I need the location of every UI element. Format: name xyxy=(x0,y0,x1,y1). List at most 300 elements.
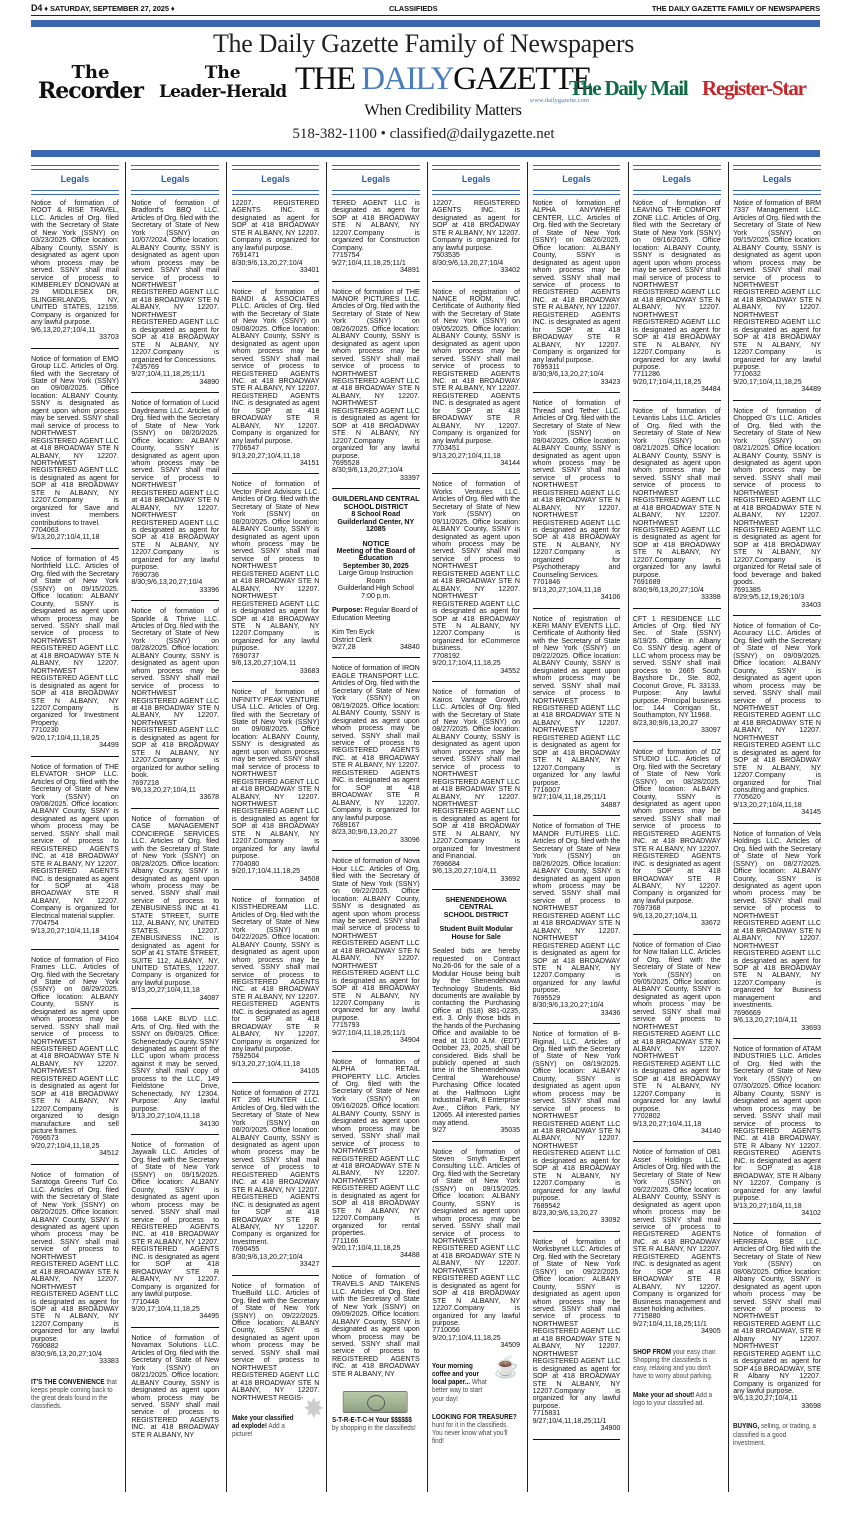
notice-body: Notice of formation of Ciao for Now Italian LLC. Articles of Org. filed with the Secretary of State of New York (SSNY) on 09/05/2025. Office location: ALBANY County, SSNY is designated as agent upon whom process may be served. SSNY shall mail service of process to NORTHWEST REGISTERED AGENT LLC at 418 BROADWAY STE N ALBANY, NY 12207. NORTHWEST REGISTERED AGENT LLC is designated as agent for SOP at 418 BROADWAY STE N ALBANY, NY 12207.Company is organized for any lawful purpose. xyxy=(632,940,721,1113)
logo-the-recorder: The Recorder xyxy=(38,62,143,104)
legal-notice xyxy=(733,408,821,616)
legal-notice xyxy=(332,665,420,851)
legal-notice xyxy=(131,1142,219,1328)
legals-label: Legals xyxy=(261,174,290,184)
reference-number: 33096 xyxy=(400,835,420,844)
legal-notice xyxy=(432,689,520,890)
district-heading: GUILDERLAND CENTRAL SCHOOL DISTRICT xyxy=(332,495,420,511)
publication-number: 7695311 xyxy=(532,362,560,371)
ad-text xyxy=(432,1363,488,1404)
header-rule xyxy=(633,190,721,195)
publication-number: 7691385 xyxy=(733,585,761,594)
classified-filler-ad xyxy=(733,1423,820,1453)
logo-daily-gazette: THE DAILYGAZETTE www.dailygazette.com When Credibility Matters xyxy=(294,61,592,119)
publication-number: 7435769 xyxy=(131,362,159,371)
ad-body: Add a picture! xyxy=(231,1423,285,1439)
notice-body: Notice of formation of Thread and Tether LLC. Articles of Org. filed with the Secretary of State of New York (SSNY) on 09/04/2025. Office location: ALBANY County, SSNY is designated as agent upon whom process may be served. SSNY shall mail service of process to NORTHWEST REGISTERED AGENT LLC at 418 BROADWAY STE N ALBANY, NY 12207. NORTHWEST REGISTERED AGENT LLC is designated as agent for SOP at 418 BROADWAY STE N ALBANY, NY 12207.Company is organized for Psychotherapy and Counseling Services. xyxy=(532,399,621,579)
run-dates: 8/30;9/6,13,20,27;10/4 xyxy=(131,578,203,587)
legal-notice xyxy=(633,200,721,401)
bid-notice xyxy=(432,897,520,1142)
run-dates: 9/27;10/4,11,18,25;11/1 xyxy=(532,793,607,802)
publication-number: 7715793 xyxy=(331,1021,360,1030)
legals-label: Legals xyxy=(762,174,792,184)
reference-number: 34840 xyxy=(400,643,420,652)
legal-notice xyxy=(533,1239,621,1440)
newspaper-logos xyxy=(31,61,820,119)
run-dates: 9/27;10/4,11,18,25;11/1 xyxy=(331,258,406,267)
notice-body: Notice of formation of Sparkle & Thrive LLC. Articles of Org. filed with the Secretary of State of New York (SSNY) on 08/28/2025. Office location: ALBANY County, SSNY is designated as agent upon whom process may be served. SSNY shall mail service of process to NORTHWEST REGISTERED AGENT LLC at 418 BROADWAY STE N ALBANY, NY 12207. NORTHWEST REGISTERED AGENT LLC is designated as agent for SOP at 418 BROADWAY STE N ALBANY, NY 12207.Company is organized for author selling book. xyxy=(131,607,220,780)
contact-line: 518-382-1100 • classified@dailygazette.net xyxy=(292,126,555,142)
header-rule xyxy=(533,165,621,170)
legal-notice xyxy=(733,1046,821,1224)
run-dates: 8/30;9/6,13,20,27;10/4 xyxy=(632,585,704,594)
notice-body: Notice of formation of Novamax Solutions LLC. Articles of Org. filed with the Secretary of State of New York (SSNY) on 08/21/2025. Office location: ALBANY County, SSNY is designated as agent upon whom process may be served. SSNY shall mail service of process to REGISTERED AGENTS INC. at 418 BROADWAY STE R ALBANY, NY xyxy=(131,1333,220,1439)
notice-body: Notice of formation of Nova Hour LLC. Articles of Org. filed with the Secretary of State of New York (SSNY) on 09/22/2025. Office location: ALBANY County, SSNY is designated as agent upon whom process may be served. SSNY shall mail service of process to NORTHWEST REGISTERED AGENT LLC at 418 BROADWAY STE N ALBANY, NY 12207. NORTHWEST REGISTERED AGENT LLC is designated as agent for SOP at 418 BROADWAY STE N ALBANY, NY 12207.Company is organized for any lawful purpose. xyxy=(331,857,420,1022)
run-dates: 8/30;9/6,13,20,27;10/4 xyxy=(231,1252,303,1261)
logo-leader-herald: The Leader-Herald xyxy=(159,63,287,102)
legal-notice xyxy=(232,481,320,682)
publication-number: 7696669 xyxy=(733,1008,761,1017)
notice-body: Notice of formation of Worksbynet LLC. Articles of Org. filed with the Secretary of State of New York (SSNY) on 09/22/2025. Office location: ALBANY County, SSNY is designated as agent upon whom process may be served. SSNY shall mail service of process to NORTHWEST REGISTERED AGENT LLC at 418 BROADWAY STE N ALBANY, NY 12207. NORTHWEST REGISTERED AGENT LLC is designated as agent for SOP at 418 BROADWAY STE N ALBANY, NY 12207.Company is organized for any lawful purpose. xyxy=(532,1237,621,1410)
run-dates: 8/30;9/6,13,20,27;10/4 xyxy=(331,466,403,475)
run-dates: 8/29;9/5,12,19,26;10/3 xyxy=(733,593,805,602)
run-dates: 9/20,17;10/4,11,18,25 xyxy=(733,377,802,386)
notice-body: Notice of formation of BANDI & ASSOCIATES PLLC. Articles of Org. filed with the Secretary of State of New York (SSNY) on 09/08/2025. Office location: ALBANY County, SSNY is designated as agent upon whom process may be served. SSNY shall mail service of process to REGISTERED AGENTS INC. at 418 BROADWAY STE R ALBANY, NY 12207. REGISTERED AGENTS INC. is designated as agent for SOP at 418 BROADWAY STE R ALBANY, NY 12207. Company is organized for any lawful purpose. xyxy=(231,287,320,445)
notice-body: TERED AGENT LLC is designated as agent for SOP at 418 BROADWAY STE N ALBANY, NY 12207.Company is organized for Construction Company. xyxy=(331,199,420,252)
notice-body: Notice of registration of NANCE ROOM, INC. Certificate of Authority filed with the Secretary of State of New York (SSNY) on 09/05/2025. Office location: ALBANY County, SSNY is designated as agent upon whom process may be served. SSNY shall mail service of process to REGISTERED AGENTS INC. at 418 BROADWAY STE R ALBANY, NY 12207. REGISTERED AGENTS INC. is designated as agent for SOP at 418 BROADWAY STE R ALBANY, NY 12207. Company is organized for any lawful purpose. xyxy=(432,287,521,445)
run-dates: 9/13,20,27;10/4,11,18 xyxy=(733,800,802,809)
notice-body: Notice of formation of CASE MANAGEMENT CONCIERGE SERVICES LLC. Articles of Org. filed with the Secretary of State of New York (SSNY) on 08/28/2025. Office location: Albany County, SSNY is designated as agent upon whom process may be served. SSNY shall mail service of process to ZENBUSINESS INC at 41 STATE STREET, SUITE 112, ALBANY, NY, UNITED STATES, 12207. ZENBUSINESS INC. is designated as agent for SOP at 41 STATE STREET, SUITE 112, ALBANY, NY, UNITED STATES, 12207. Company is organized for any lawful purpose. xyxy=(131,814,220,987)
run-dates: 9/27;10/4,11,18,25;11/1 xyxy=(532,1416,607,1425)
publication-number: 7690736 xyxy=(131,570,159,579)
legal-notice xyxy=(432,1149,520,1356)
reference-number: 33423 xyxy=(600,377,621,386)
run-dates: 8/30;9/6,13,20,27;10/4 xyxy=(432,258,504,267)
run-dates: 9/13,20,27;10/4,11,18 xyxy=(31,926,100,935)
legal-notice xyxy=(131,1016,219,1135)
column-header xyxy=(332,165,420,195)
notice-body: Notice of formation of TrueBuild LLC. Articles of Org. filed with the Secretary of State of New York (SSNY) on 09/22/2025. Office location: ALBANY County, SSNY is designated as agent upon whom process may be served. SSNY shall mail service of process to NORTHWEST REGISTERED AGENT LLC at 418 BROADWAY STE N ALBANY, NY 12207. NORTHWEST REGIS- xyxy=(231,1281,320,1402)
legal-notice xyxy=(733,623,821,824)
publication-number: 7715831 xyxy=(532,1409,561,1418)
reference-number: 33703 xyxy=(99,333,119,342)
notice-body: Notice of formation of ROOT & RISE TRAVEL, LLC. Articles of Org. filed with the Secretary of State of New York (SSNY) on 03/23/2025. Office location: Albany County, SSNY is designated as agent upon whom process may be served. SSNY shall mail service of process to KIMBERLEY DONOVAN at 29 MIDDLESEX DR, SLINGERLANDS, NY, UNITED STATES, 12159. Company is organized for any lawful purpose. xyxy=(31,199,119,327)
legal-notice xyxy=(131,608,219,809)
publication-number: 7503535 xyxy=(432,251,460,260)
publication-number: 7710632 xyxy=(733,370,761,379)
run-dates: 8/30;9/6,13,20,27;10/4 xyxy=(532,1001,604,1010)
starburst-icon: ✸ xyxy=(302,1392,324,1424)
publication-number: 7715754 xyxy=(331,251,360,260)
ad-lead: BUYING, xyxy=(733,1423,760,1431)
notice-body: Notice of formation of Steven Smyth Expert Consulting LLC. Articles of Org. filed with the Secretary of State of New York (SSNY) on 09/15/2025. Office location: ALBANY County, SSNY is designated as agent upon whom process may be served. SSNY shall mail service of process to NORTHWEST REGISTERED AGENT LLC at 418 BROADWAY STE N ALBANY, NY 12207. NORTHWEST REGISTERED AGENT LLC is designated as agent for SOP at 418 BROADWAY STE N ALBANY, NY 12207.Company is organized for any lawful purpose. xyxy=(432,1147,521,1327)
legals-column xyxy=(131,165,219,1463)
run-dates: 9/20,27;10/4,11,18,25 xyxy=(31,1141,100,1150)
run-dates: 9/13,20,27;10/4,11,18 xyxy=(733,1201,802,1210)
reference-number: 34145 xyxy=(801,808,821,817)
legal-notice xyxy=(232,689,320,890)
logo-daily-mail: The Daily Mail xyxy=(569,76,688,100)
notice-heading: Meeting of the Board of Education xyxy=(336,547,416,563)
legal-notice xyxy=(31,764,119,950)
district-heading: SHENENDEHOWA xyxy=(445,895,507,904)
notice-body: Notice of formation of HERRERA BSE LLC. Articles of Org. filed with the Secretary of State of New York (SSNY) on 08/08/2025. Office location: Albany County, SSNY is designated as agent upon whom process may be served. SSNY shall mail service of process to NORTHWEST REGISTERED AGENT LLC at 418 BROADWAY, STE R Albany NY 12207. NORTHWEST REGISTERED AGENT LLC is designated as agent for SOP 418 BROADWAY, STE R Albany NY 12207. Company is organized for any lawful purpose. xyxy=(733,1230,821,1395)
run-dates: 9/13,20,27;10/4,11,18 xyxy=(231,1059,301,1068)
publication-number: 7695529 xyxy=(532,993,561,1002)
header-rule xyxy=(332,190,420,195)
notice-body: Notice of registration of KERI MANY EVENTS LLC. Certificate of Authority filed with the Secretary of State of New York (SSNY) on 09/22/2025. Office location: ALBANY County, SSNY is designated as agent upon whom process may be served. SSNY shall mail service of process to NORTHWEST REGISTERED AGENT LLC at 418 BROADWAY STE N ALBANY, NY 12207. NORTHWEST REGISTERED AGENT LLC is designated as agent for SOP at 418 BROADWAY STE N ALBANY, NY 12207.Company is organized for any lawful purpose. xyxy=(532,614,621,787)
run-dates: 9/20,17;10/4,11,18,25 xyxy=(432,1333,501,1342)
ad-lead: SHOP FROM xyxy=(632,1348,671,1356)
legal-notice xyxy=(332,858,420,1051)
reference-number: 33698 xyxy=(801,1401,821,1410)
logo-register-star: Register-Star xyxy=(702,76,806,100)
classified-filler-ad xyxy=(633,1392,720,1422)
dates-row xyxy=(332,644,420,651)
header-rule xyxy=(131,165,219,170)
run-dates: 9/20,17;10/4,11,18,25 xyxy=(331,1244,401,1252)
notice-body: Notice of formation of 2721 RT 296 HUNTER LLC. Articles of Org. filed with the Secretary of State of New York (SSNY) on 08/20/2025. Office location: ALBANY County, SSNY is designated as agent upon whom process may be served. SSNY shall mail service of process to REGISTERED AGENTS INC. at 418 BROADWAY STE R ALBANY, NY 12207. REGISTERED AGENTS INC. is designated as agent for SOP at 418 BROADWAY STE R ALBANY, NY 12207. Company is organized for Investment. xyxy=(231,1088,320,1246)
notice-body: Notice of formation of Saratoga Greens Turf Co. LLC. Articles of Org. filed with the Secretary of State of New York (SSNY) on 08/20/2025. Office location: ALBANY County, SSNY is designated as agent upon whom process may be served. SSNY shall mail service of process to NORTHWEST REGISTERED AGENT LLC at 418 BROADWAY STE N ALBANY, NY 12207. NORTHWEST REGISTERED AGENT LLC is designated as agent for SOP at 418 BROADWAY STE N ALBANY, NY 12207.Company is organized for any lawful purpose. xyxy=(31,1170,119,1343)
reference-number: 34087 xyxy=(199,993,220,1002)
publication-number: 7697218 xyxy=(131,778,159,787)
legal-notice xyxy=(31,556,119,757)
notice-body: Notice of formation of TRAVELS AND TAIKENS LLC. Articles of Org. filed with the Secretary of State of New York (SSNY) on 09/09/2025. Office location: ALBANY County, SSNY is designated as agent upon whom process may be served. SSNY shall mail service of process to REGISTERED AGENTS INC. at 418 BROADWAY STE R ALBANY, NY xyxy=(331,1272,420,1378)
run-dates: 9/13,20,27;10/4,11,18 xyxy=(131,1112,200,1121)
money-bill-icon xyxy=(343,1391,408,1413)
notice-body: Notice of formation of BRM 7337 Management LLC. Articles of Org. filed with the Secretary of State of New York (SSNY) on 09/15/2025. Office location: ALBANY County, SSNY is designated as agent upon whom process may be served. SSNY shall mail service of process to NORTHWEST REGISTERED AGENT LLC at 418 BROADWAY STE N ALBANY, NY 12207. NORTHWEST REGISTERED AGENT LLC is designated as agent for SOP at 418 BROADWAY STE N ALBANY, NY 12207.Company is organized for any lawful purpose. xyxy=(733,199,821,371)
legals-label: Legals xyxy=(461,174,491,184)
legal-notice xyxy=(131,816,219,1009)
run-dates: 9/6,13,20,27;10/4,11 xyxy=(31,325,96,334)
reference-number: 34552 xyxy=(500,666,521,675)
notice-body: Notice of formation of THE MANOR FUTURES LLC. Articles of Org. filed with the Secretary of State of New York (SSNY) on 08/26/2025. Office location: ALBANY County, SSNY is designated as agent upon whom process may be served. SSNY shall mail service of process to NORTHWEST REGISTERED AGENT LLC at 418 BROADWAY STE N ALBANY, NY 12207. NORTHWEST REGISTERED AGENT LLC is designated as agent for SOP at 418 BROADWAY STE N ALBANY, NY 12207.Company is organized for any lawful purpose. xyxy=(532,822,621,995)
district-heading: CENTRAL xyxy=(459,903,494,912)
gazette-url[interactable]: www.dailygazette.com xyxy=(529,97,589,104)
legal-notice xyxy=(633,1149,721,1341)
notice-body: Notice of formation of B-Riginal, LLC. Articles of Org. filed with the Secretary of State of New York (SSNY) on 08/19/2025. Office location: ALBANY County, SSNY is designated as agent upon whom process may be served. SSNY shall mail service of process to NORTHWEST REGISTERED AGENT LLC at 418 BROADWAY STE N ALBANY, NY 12207. NORTHWEST REGISTERED AGENT LLC is designated as agent for SOP at 418 BROADWAY STE N ALBANY, NY 12207.Company is organized for any lawful purpose. xyxy=(532,1030,621,1203)
legals-label: Legals xyxy=(60,174,90,184)
ad-body: that keeps people coming back to the great deals found in the classifieds. xyxy=(31,1378,117,1411)
legals-label: Legals xyxy=(160,174,190,184)
reference-number: 33692 xyxy=(500,874,521,883)
publication-number: 7696573 xyxy=(31,1134,59,1143)
publication-number: 7690455 xyxy=(231,1245,260,1254)
publication-number: 7704063 xyxy=(31,526,59,535)
notice-body: Notice of formation of Works Ventures LLC. Articles of Org. filed with the Secretary of State of New York (SSNY) on 09/11/2025. Office location: ALBANY County, SSNY is designated as agent upon whom process may be served. SSNY shall mail service of process to NORTHWEST REGISTERED AGENT LLC at 418 BROADWAY STE N ALBANY, NY 12207. NORTHWEST REGISTERED AGENT LLC is designated as agent for SOP at 418 BROADWAY STE N ALBANY, NY 12207.Company is organized for eCommerce business. xyxy=(432,480,521,653)
coffee-cup-icon: ☕ xyxy=(494,1353,520,1379)
notice-body: Notice of formation of LEAVING THE COMFORT ZONE LLC. Articles of Org. filed with the Secretary of State of New York (SSNY) on 09/16/2025. Office location: ALBANY County, SSNY is designated as agent upon whom process may be served. SSNY shall mail service of process to NORTHWEST REGISTERED AGENT LLC at 418 BROADWAY STE N ALBANY, NY 12207. NORTHWEST REGISTERED AGENT LLC is designated as agent for SOP at 418 BROADWAY STE N ALBANY, NY 12207.Company is organized for any lawful purpose. xyxy=(632,199,721,371)
reference-number: 34105 xyxy=(299,1067,320,1076)
reference-number: 34140 xyxy=(700,1127,721,1136)
legal-notice xyxy=(131,400,219,601)
column-divider xyxy=(728,162,729,1492)
reference-number: 34104 xyxy=(99,934,119,943)
notice-body: Notice of formation of DZ STUDIO LLC. Articles of Org. filed with the Secretary of State of New York (SSNY) on 08/28/2025. Office location: ALBANY County, SSNY is designated as agent upon whom process may be served. SSNY shall mail service of process to REGISTERED AGENTS INC. at 418 BROADWAY STE R ALBANY, NY 12207. REGISTERED AGENTS INC. is designated as agent for SOP at 418 BROADWAY STE R ALBANY, NY 12207. Company is organized for any lawful purpose. xyxy=(632,747,721,905)
legal-notice xyxy=(633,408,721,609)
bid-heading xyxy=(432,897,520,948)
notice-heading: September 30, 2025 xyxy=(342,561,409,570)
page-header: D4 ♦ SATURDAY, SEPTEMBER 27, 2025 ♦ CLASSIFIEDS THE DAILY GAZETTE FAMILY OF NEWSPAPERS xyxy=(31,2,820,16)
district-heading: Guilderland Center, NY 12085 xyxy=(337,517,415,534)
run-dates: 9/13,20,27;10/4,11,18 xyxy=(532,585,602,594)
run-dates: 9/6,13,20,27;10/4,11 xyxy=(733,1394,798,1403)
reference-number: 34900 xyxy=(600,1424,621,1433)
run-dates: 9/6,13,20,27;10/4,11 xyxy=(131,785,196,794)
reference-number: 34151 xyxy=(299,458,320,467)
legals-column xyxy=(231,165,324,1463)
publication-number: 7696684 xyxy=(432,859,460,868)
classified-filler-ad xyxy=(432,1414,519,1447)
notice-body: Notice of formation of ATAM INDUSTRIES LLC. Articles of Org. filed with the Secretary of State of New York (SSNY) on 07/30/2025. Office location: Albany County, SSNY is designated as agent upon whom process may be served. SSNY shall mail service of process to REGISTERED AGENTS INC. at 418 BROADWAY, STE R Albany NY 12207. REGISTERED AGENTS INC. is designated as agent for SOP at 418 BROADWAY, STE R Albany NY 12207. Company is organized for any lawful purpose. xyxy=(733,1045,821,1203)
reference-number: 33402 xyxy=(500,266,521,275)
legal-notice xyxy=(131,1335,219,1445)
notice-body: Notice of formation of KISSTHEDREAM LLC. Articles of Org. filed with the Secretary of State of New York (SSNY) on 04/22/2025. Office location: ALBANY County, SSNY is designated as agent upon whom process may be served. SSNY shall mail service of process to REGISTERED AGENTS INC. at 418 BROADWAY STE R ALBANY, NY 12207. REGISTERED AGENTS INC. is designated as agent for SOP at 418 BROADWAY STE R ALBANY, NY 12207. Company is organized for any lawful purpose. xyxy=(231,895,320,1054)
ad-lead: Your morning coffee and your local paper... xyxy=(432,1362,480,1387)
notice-body: Notice of formation of ALPHA ANYWHERE CENTER, LLC. Articles of Org. filed with the Secretary of State of New York (SSNY) on 08/26/2025. Office location: ALBANY County, SSNY is designated as agent upon whom process may be served. SSNY shall mail service of process to REGISTERED AGENTS INC. at 418 BROADWAY STE R ALBANY, NY 12207. REGISTERED AGENTS INC. is designated as agent for SOP at 418 BROADWAY STE R ALBANY, NY 12207. Company is organized for any lawful purpose. xyxy=(532,199,621,364)
meeting-notice xyxy=(332,496,420,658)
notice-body: Notice of formation of Vector Point Advisors LLC. Articles of Org. filed with the Secretary of State of New York (SSNY) on 08/20/2025. Office location: ALBANY County, SSNY is designated as agent upon whom process may be served. SSNY shall mail service of process to NORTHWEST REGISTERED AGENT LLC at 418 BROADWAY STE N ALBANY, NY 12207. NORTHWEST REGISTERED AGENT LLC is designated as agent for SOP at 418 BROADWAY STE N ALBANY, NY 12207.Company is organized for any lawful purpose. xyxy=(231,480,320,653)
publication-number: 7697368 xyxy=(632,904,661,913)
publication-number: 7710448 xyxy=(131,1297,159,1306)
legals-column xyxy=(31,165,119,1463)
legal-notice xyxy=(432,289,520,475)
publication-number: 7691471 xyxy=(231,251,260,260)
header-rule xyxy=(232,165,320,170)
district-heading: 8 School Road xyxy=(351,510,401,519)
column-header xyxy=(733,165,821,195)
reference-number: 34508 xyxy=(299,874,320,883)
reference-number: 34130 xyxy=(199,1119,220,1128)
legal-notice xyxy=(31,200,119,349)
ad-text xyxy=(432,1414,519,1447)
notice-body: Notice of formation of Bradford's BBQ LLC. Articles of Org. filed with the Secretary of State of New York (SSNY) on 10/07/2024. Office location: ALBANY County, SSNY is designated as agent upon whom process may be served. SSNY shall mail service of process to NORTHWEST REGISTERED AGENT LLC at 418 BROADWAY STE N ALBANY, NY 12207. NORTHWEST REGISTERED AGENT LLC is designated as agent for SOP at 418 BROADWAY STE N ALBANY, NY 12207.Company is organized for Concessions. xyxy=(131,199,220,364)
legal-notice xyxy=(633,942,721,1143)
publication-number: 7710056 xyxy=(432,1326,460,1335)
legal-notice xyxy=(432,481,520,682)
meeting-place: Guilderland High School xyxy=(337,584,414,593)
ad-lead: S-T-R-E-T-C-H Your $$$$$$ xyxy=(331,1417,412,1425)
publication-number: 7703451 xyxy=(432,444,460,453)
run-dates: 9/27 xyxy=(432,1126,447,1135)
publication-number: 7716007 xyxy=(532,785,561,794)
ad-body: Add a logo to your classified ad. xyxy=(632,1391,713,1407)
legal-notice xyxy=(232,1090,320,1276)
legal-notice xyxy=(332,1274,420,1384)
notice-body: Notice of formation of Co-Accuracy LLC. Articles of Org. filed with the Secretary of State of New York (SSNY) on 09/09/2025. Office location: ALBANY County, SSNY is designated as agent upon whom process may be served. SSNY shall mail service of process to NORTHWEST REGISTERED AGENT LLC at 418 BROADWAY STE N ALBANY, NY 12207. NORTHWEST REGISTERED AGENT LLC is designated as agent for SOP at 418 BROADWAY STE N ALBANY, NY 12207.Company is organized for Trial consulting and graphics. xyxy=(733,622,821,794)
publication-number: 7592504 xyxy=(231,1052,260,1061)
publication-number: 7704080 xyxy=(231,859,260,868)
notice-body: Notice of formation of Chopped G's LLC. Articles of Org. filed with the Secretary of State of New York (SSNY) on 08/21/2025. Office location: ALBANY County, SSNY is designated as agent upon whom process may be served. SSNY shall mail service of process to NORTHWEST REGISTERED AGENT LLC at 418 BROADWAY STE N ALBANY, NY 12207. NORTHWEST REGISTERED AGENT LLC is designated as agent for SOP at 418 BROADWAY STE N ALBANY, NY 12207.Company is organized for Retail sale of food beverage and baked goods. xyxy=(733,406,821,587)
reference-number: 34144 xyxy=(500,458,521,467)
reference-number: 33396 xyxy=(199,585,220,594)
column-divider xyxy=(326,162,327,1492)
run-dates: 9/13,20,27;10/4,11,18 xyxy=(632,1119,702,1128)
classified-filler-ad xyxy=(432,1353,520,1404)
legal-notice xyxy=(733,200,821,401)
reference-number: 34106 xyxy=(600,593,621,602)
legal-notice xyxy=(31,957,119,1165)
family-name: THE DAILY GAZETTE FAMILY OF NEWSPAPERS xyxy=(651,4,820,13)
legals-label: Legals xyxy=(361,174,391,184)
run-dates: 9/6,13,20,27;10/4,11 xyxy=(632,911,698,920)
reference-number: 33092 xyxy=(600,1216,621,1225)
legal-notice xyxy=(332,200,420,282)
legal-notice xyxy=(533,823,621,1024)
notice-body: Notice of formation of Kairos Vantage Growth, LLC. Articles of Org. filed with the Secretary of State of New York (SSNY) on 08/27/2025. Office location: ALBANY County, SSNY is designated as agent upon whom process may be served. SSNY shall mail service of process to NORTHWEST REGISTERED AGENT LLC at 418 BROADWAY STE N ALBANY, NY 12207. NORTHWEST REGISTERED AGENT LLC is designated as agent for SOP at 418 BROADWAY STE N ALBANY, NY 12207.Company is organized for Investment and Financial. xyxy=(432,688,521,861)
ad-lead: LOOKING FOR TREASURE? xyxy=(432,1413,517,1421)
legal-notice xyxy=(533,200,621,393)
classified-filler-ad xyxy=(633,1349,720,1382)
classified-filler-ad xyxy=(332,1391,419,1433)
header-rule xyxy=(31,190,119,195)
reference-number: 34890 xyxy=(199,377,220,386)
header-rule xyxy=(332,165,420,170)
run-dates: 8/30;9/6,13,20,27;10/4 xyxy=(532,370,604,379)
notice-body: 12207. REGISTERED AGENTS INC. is designated as agent for SOP at 418 BROADWAY STE R ALBANY, NY 12207. Company is organized for any lawful purpose. xyxy=(432,199,521,252)
run-dates: 8/23,30;9/6,13,20,27 xyxy=(331,828,398,837)
publication-number: 7701846 xyxy=(532,578,561,587)
ad-lead: IT'S THE CONVENIENCE xyxy=(31,1378,105,1386)
reference-number: 35035 xyxy=(500,1126,521,1135)
reference-number: 34509 xyxy=(500,1341,521,1350)
ad-text xyxy=(232,1415,295,1440)
run-dates: 8/30;9/6,13,20,27;10/4 xyxy=(231,258,303,267)
legal-notice xyxy=(432,200,520,282)
legal-notice xyxy=(232,897,320,1083)
run-dates: 9/20,17;10/4,11,18,25 xyxy=(432,659,501,668)
ad-lead: Make your classified ad explode! xyxy=(231,1414,294,1431)
ad-body: your easy chair. Shopping the classifieds is easy, relaxing and you don't have to worry about parking. xyxy=(632,1348,717,1381)
run-dates: 9/13,20,27;10/4,11,18 xyxy=(432,451,501,460)
publication-number: 7705620 xyxy=(733,793,761,802)
column-divider xyxy=(125,162,126,1492)
header-rule xyxy=(432,165,520,170)
publication-number: 7690737 xyxy=(231,651,260,660)
gazette-tagline: When Credibility Matters xyxy=(364,102,522,119)
reference-number: 34484 xyxy=(700,385,721,394)
purpose-line xyxy=(332,607,420,622)
section-name: CLASSIFIEDS xyxy=(388,4,438,13)
meeting-place: Large Group Instruction Room xyxy=(338,569,413,585)
ad-text xyxy=(633,1392,720,1408)
signer: District Clerk xyxy=(331,635,372,644)
header-rule xyxy=(533,190,621,195)
notice-heading: NOTICE xyxy=(362,539,390,548)
run-dates: 9/27;10/4,11,18,25;11/1 xyxy=(131,370,206,379)
reference-number: 33672 xyxy=(700,919,721,928)
header-rule xyxy=(633,165,721,170)
header-rule xyxy=(733,165,821,170)
purpose-text: Regular Board of Education Meeting xyxy=(331,606,418,622)
blue-bar-top xyxy=(31,20,820,27)
ad-text xyxy=(31,1379,118,1412)
run-dates: 9/6,13,20,27;10/4,11 xyxy=(432,867,497,876)
column-header xyxy=(432,165,520,195)
reference-number: 34512 xyxy=(99,1149,119,1158)
notice-body: Notice of formation of OB1 Asset Holdings LLC. Articles of Org. filed with the Secretary of State of New York (SSNY) on 09/22/2025. Office location: ALBANY County, SSNY is designated as agent upon whom process may be served. SSNY shall mail service of process to REGISTERED AGENTS INC. at 418 BROADWAY STE R ALBANY, NY 12207. REGISTERED AGENTS INC. is designated as agent for SOP at 418 BROADWAY STE R ALBANY, NY 12207. Company is organized for Business management and asset holding activities. xyxy=(632,1148,721,1313)
notice-body: Notice of formation of Levantis Labs LLC. Articles of Org. filed with the Secretary of State of New York (SSNY) on 08/21/2025. Office location: ALBANY County, SSNY is designated as agent upon whom process may be served. SSNY shall mail service of process to NORTHWEST REGISTERED AGENT LLC at 418 BROADWAY STE N ALBANY, NY 12207. NORTHWEST REGISTERED AGENT LLC is designated as agent for SOP at 418 BROADWAY STE N ALBANY, NY 12207.Company is organized for any lawful purpose. xyxy=(632,406,721,579)
legals-column xyxy=(733,165,821,1463)
reference-number: 33397 xyxy=(400,473,420,482)
reference-number: 33427 xyxy=(299,1260,320,1269)
publication-number: 7706547 xyxy=(231,444,260,453)
reference-number: 33097 xyxy=(700,726,721,735)
header-rule xyxy=(31,165,119,170)
bid-subhead: Student Built Modular House for Sale xyxy=(439,925,513,941)
ad-body: What better way to start your day! xyxy=(432,1379,487,1403)
run-dates: 9/13,20,27;10/4,11,18 xyxy=(31,533,100,542)
blue-bar-bottom xyxy=(31,150,820,157)
notice-body: Notice of formation of THE MANOR PICTURES LLC. Articles of Org. filed with the Secretary of State of New York (SSNY) on 08/26/2025. Office location: ALBANY County, SSNY is designated as agent upon whom process may be served. SSNY shall mail service of process to NORTHWEST REGISTERED AGENT LLC at 418 BROADWAY STE N ALBANY, NY 12207. NORTHWEST REGISTERED AGENT LLC is designated as agent for SOP at 418 BROADWAY STE N ALBANY, NY 12207.Company is organized for any lawful purpose. xyxy=(331,287,420,460)
run-dates: 9/20,17;10/4,11,18,25 xyxy=(31,733,100,742)
run-dates: 8/30;9/6,13,20,27;10/4 xyxy=(31,1349,102,1358)
reference-number: 33683 xyxy=(299,666,320,675)
legal-notice xyxy=(533,400,621,608)
run-dates: 9/27,28 xyxy=(331,643,356,652)
run-dates: 9/27;10/4,11,18,25;11/1 xyxy=(632,1319,707,1328)
notice-body: Notice of formation of IRON EAGLE TRANSPORT LLC. Articles of Org. filed with the Secretary of State of New York (SSNY) on 08/19/2025. Office location: ALBANY County, SSNY is designated as agent upon whom process may be served. SSNY shall mail service of process to REGISTERED AGENTS INC. at 418 BROADWAY STE R ALBANY, NY 12207. REGISTERED AGENTS INC. is designated as agent for SOP at 418 BROADWAY STE R ALBANY, NY 12207. Company is organized for any lawful purpose. xyxy=(331,664,420,822)
legal-notice xyxy=(633,616,721,742)
run-dates: 8/23,30;9/6,13,20,27 xyxy=(632,718,698,727)
reference-number: 34904 xyxy=(400,1036,420,1045)
masthead-title: The Daily Gazette Family of Newspapers xyxy=(212,29,635,58)
ad-text xyxy=(332,1417,419,1433)
legal-notice xyxy=(31,356,119,549)
publication-number: 7711286 xyxy=(632,370,660,379)
legals-column xyxy=(633,165,721,1463)
ad-body: by shopping in the classifieds! xyxy=(331,1425,416,1433)
classified-filler-ad xyxy=(31,1379,118,1412)
publication-number: 7710230 xyxy=(31,726,59,735)
run-dates: 9/13,20,27;10/4,11,18 xyxy=(231,451,301,460)
notice-body: Notice of formation of 45 Northfield LLC. Articles of Org. filed with the Secretary of State of New York (SSNY) on 09/15/2025. Office location: ALBANY County, SSNY is designated as agent upon whom process may be served. SSNY shall mail service of process to NORTHWEST REGISTERED AGENT LLC at 418 BROADWAY STE N ALBANY, NY 12207. NORTHWEST REGISTERED AGENT LLC is designated as agent for SOP at 418 BROADWAY STE N ALBANY, NY 12207.Company is organized for Investment Property. xyxy=(31,554,119,727)
notice-body: 1668 LAKE BLVD LLC. Arts. of Org. filed with the SSNY on 09/09/25. Office: Schenectady County. SSNY designated as agent of the LLC upon whom process against it may be served. SSNY shall mail copy of process to the LLC, 149 Fieldstone Drive, Schenectady, NY 12304. Purpose: Any lawful purpose. xyxy=(131,1015,220,1113)
column-header xyxy=(131,165,219,195)
ad-text xyxy=(733,1423,820,1448)
ad-body: hunt for it in the classifieds. You never know what you'll find! xyxy=(432,1422,509,1446)
notice-body: Notice of formation of INFINITY PEAK VENTURE USA LLC. Articles of Org. filed with the Secretary of State of New York (SSNY) on 09/08/2025. Office location: ALBANY County, SSNY is designated as agent upon whom process may be served. SSNY shall mail service of process to NORTHWEST REGISTERED AGENT LLC at 418 BROADWAY STE N ALBANY, NY 12207. NORTHWEST REGISTERED AGENT LLC is designated as agent for SOP at 418 BROADWAY STE N ALBANY, NY 12207.Company is organized for any lawful purpose. xyxy=(231,688,320,861)
ad-text xyxy=(633,1349,720,1382)
column-header xyxy=(533,165,621,195)
issue-date: SATURDAY, SEPTEMBER 27, 2025 xyxy=(50,4,169,13)
reference-number: 34499 xyxy=(99,741,119,750)
legal-notice xyxy=(633,749,721,935)
legal-notice xyxy=(232,289,320,475)
legal-notice xyxy=(733,831,821,1039)
dates-row xyxy=(432,1127,520,1134)
legal-notice xyxy=(332,289,420,490)
legal-notice xyxy=(31,1172,119,1372)
reference-number: 33678 xyxy=(199,793,220,802)
run-dates: 9/20,17;10/4,11,18,25 xyxy=(131,1304,200,1313)
reference-number: 33436 xyxy=(600,1008,621,1017)
purpose-label: Purpose: xyxy=(331,606,363,615)
signer: Kim Ten Eyck xyxy=(331,628,375,637)
publication-number: 7704754 xyxy=(31,919,59,928)
run-dates: 9/13,20,27;10/4,11,18 xyxy=(131,986,200,995)
legal-notice xyxy=(733,1231,821,1416)
run-dates: 9/20,17;10/4,11,18,25 xyxy=(632,377,702,386)
notice-body: Notice of formation of EMO Group LLC. Articles of Org. filed with the Secretary of State of New York (SSNY) on 09/08/2025. Office location: ALBANY County. SSNY is designated as agent upon whom process may be served. SSNY shall mail service of process to NORTHWEST REGISTERED AGENT LLC at 418 BROADWAY STE N ALBANY, NY 12207. NORTHWEST REGISTERED AGENT LLC is designated as agent for SOP at 418 BROADWAY STE N ALBANY, NY 12207.Company is organized for Save and invest members contributions to travel. xyxy=(31,354,119,527)
reference-number: 34887 xyxy=(600,800,621,809)
legals-label: Legals xyxy=(662,174,692,184)
legals-column xyxy=(432,165,520,1463)
ad-lead: Make your ad shout! xyxy=(632,1391,695,1399)
column-divider xyxy=(628,162,629,1492)
legals-label: Legals xyxy=(562,174,591,184)
reference-number: 34102 xyxy=(801,1209,821,1217)
